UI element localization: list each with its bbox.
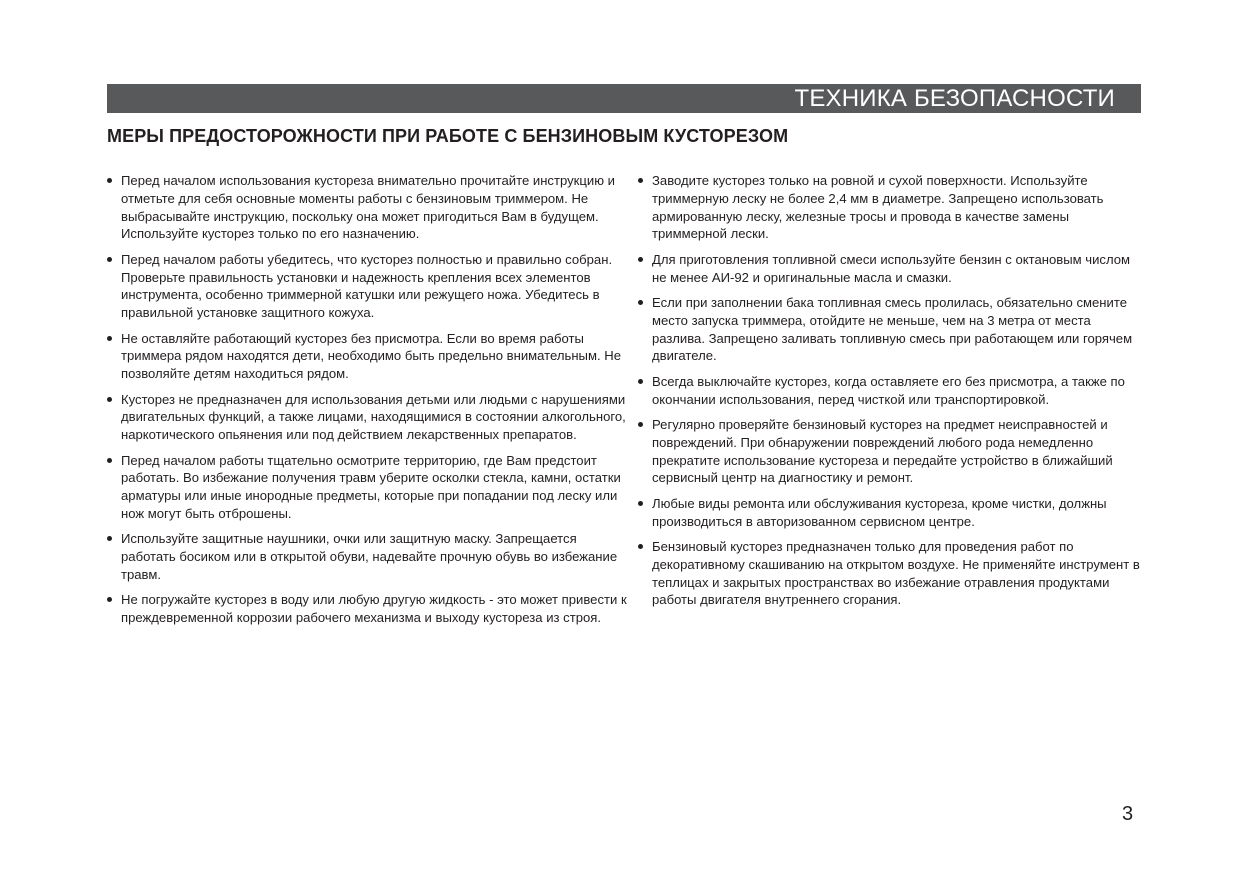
- left-column: [105, 172, 630, 634]
- list-item: [636, 294, 1146, 365]
- list-item-text: Для приготовления топливной смеси используйте бензин с октановым числом не менее АИ-92 и оригинальные масла и смазки.: [652, 251, 1131, 285]
- bullet-icon: [107, 257, 112, 262]
- list-item: [105, 391, 630, 444]
- header-bar: [107, 84, 1141, 113]
- bullet-icon: [638, 501, 643, 506]
- list-item-text: Не оставляйте работающий кусторез без присмотра. Если во время работы триммера рядом находятся дети, необходимо быть предельно внимательным. Не позволяйте детям находиться рядом.: [121, 330, 621, 382]
- bullet-icon: [107, 178, 112, 183]
- bullet-icon: [107, 397, 112, 402]
- bullet-icon: [638, 379, 643, 384]
- list-item-text: Бензиновый кусторез предназначен только для проведения работ по декоративному скашиванию на открытом воздухе. Не применяйте инструмент в теплицах и закрытых пространствах во избежание отравления продуктами работы двигателя внутреннего сгорания.: [652, 538, 1140, 608]
- bullet-icon: [638, 257, 643, 262]
- list-item: [105, 330, 630, 383]
- list-item: [636, 172, 1146, 243]
- list-item-text: Если при заполнении бака топливная смесь пролилась, обязательно смените место запуска триммера, отойдите не меньше, чем на 3 метра от места разлива. Запрещено заливать топливную смесь при работающем или горячем двигателе.: [652, 294, 1133, 364]
- list-item: [105, 591, 630, 627]
- list-item: [636, 416, 1146, 487]
- bullet-icon: [638, 422, 643, 427]
- list-item-text: Используйте защитные наушники, очки или защитную маску. Запрещается работать босиком или в открытой обуви, надевайте прочную обувь во избежание травм.: [121, 531, 618, 582]
- list-item: [636, 495, 1146, 531]
- list-item-text: Перед началом работы убедитесь, что кусторез полностью и правильно собран. Проверьте правильность установки и надежность крепления всех элементов инструмента, особенно триммерной катушки или режущего ножа. Убедитесь в правильной установке защитного кожуха.: [121, 251, 613, 321]
- bullet-icon: [638, 300, 643, 305]
- bullet-icon: [638, 178, 643, 183]
- list-item: [636, 373, 1146, 409]
- list-item-text: Не погружайте кусторез в воду или любую другую жидкость - это может привести к преждевременной коррозии рабочего механизма и выходу кустореза из строя.: [121, 592, 627, 626]
- page-number: 3: [1122, 803, 1134, 825]
- bullet-icon: [107, 536, 112, 541]
- list-item: [105, 172, 630, 243]
- right-column: [636, 172, 1146, 617]
- section-title: МЕРЫ ПРЕДОСТОРОЖНОСТИ ПРИ РАБОТЕ С БЕНЗИНОВЫМ КУСТОРЕЗОМ: [107, 126, 789, 146]
- list-item: [636, 538, 1146, 609]
- bullet-icon: [107, 597, 112, 602]
- list-item: [636, 251, 1146, 287]
- list-item: [105, 530, 630, 583]
- list-item-text: Перед началом работы тщательно осмотрите территорию, где Вам предстоит работать. Во избежание получения травм уберите осколки стекла, камни, остатки арматуры или иные инородные предметы, которые при попадании под леску или нож могут быть отброшены.: [121, 452, 621, 521]
- bullet-icon: [638, 544, 643, 549]
- list-item: [105, 251, 630, 322]
- list-item-text: Заводите кусторез только на ровной и сухой поверхности. Используйте триммерную леску не более 2,4 мм в диаметре. Запрещено использовать армированную леску, железные тросы и провода в качестве замены триммерной лески.: [652, 173, 1104, 242]
- list-item-text: Перед началом использования кустореза внимательно прочитайте инструкцию и отметьте для себя основные моменты работы с бензиновым триммером. Не выбрасывайте инструкцию, поскольку она может пригодиться Вам в будущем. Используйте кусторез только по его назначению.: [121, 173, 615, 242]
- bullet-icon: [107, 336, 112, 341]
- list-item-text: Любые виды ремонта или обслуживания кустореза, кроме чистки, должны производиться в авторизованном сервисном центре.: [652, 495, 1107, 529]
- header-title: ТЕХНИКА БЕЗОПАСНОСТИ: [794, 85, 1115, 112]
- bullet-icon: [107, 458, 112, 463]
- list-item: [105, 452, 630, 523]
- list-item-text: Всегда выключайте кусторез, когда оставляете его без присмотра, а также по окончании использования, перед чисткой или транспортировкой.: [652, 373, 1125, 407]
- list-item-text: Регулярно проверяйте бензиновый кусторез на предмет неисправностей и повреждений. При обнаружении повреждений любого рода немедленно прекратите использование кустореза и передайте устройство в ближайший сервисный центр на диагностику и ремонт.: [652, 416, 1113, 486]
- list-item-text: Кусторез не предназначен для использования детьми или людьми с нарушениями двигательных функций, а также лицами, находящимися в состоянии алкогольного, наркотического опьянения или под действием лекарственных препаратов.: [121, 391, 626, 443]
